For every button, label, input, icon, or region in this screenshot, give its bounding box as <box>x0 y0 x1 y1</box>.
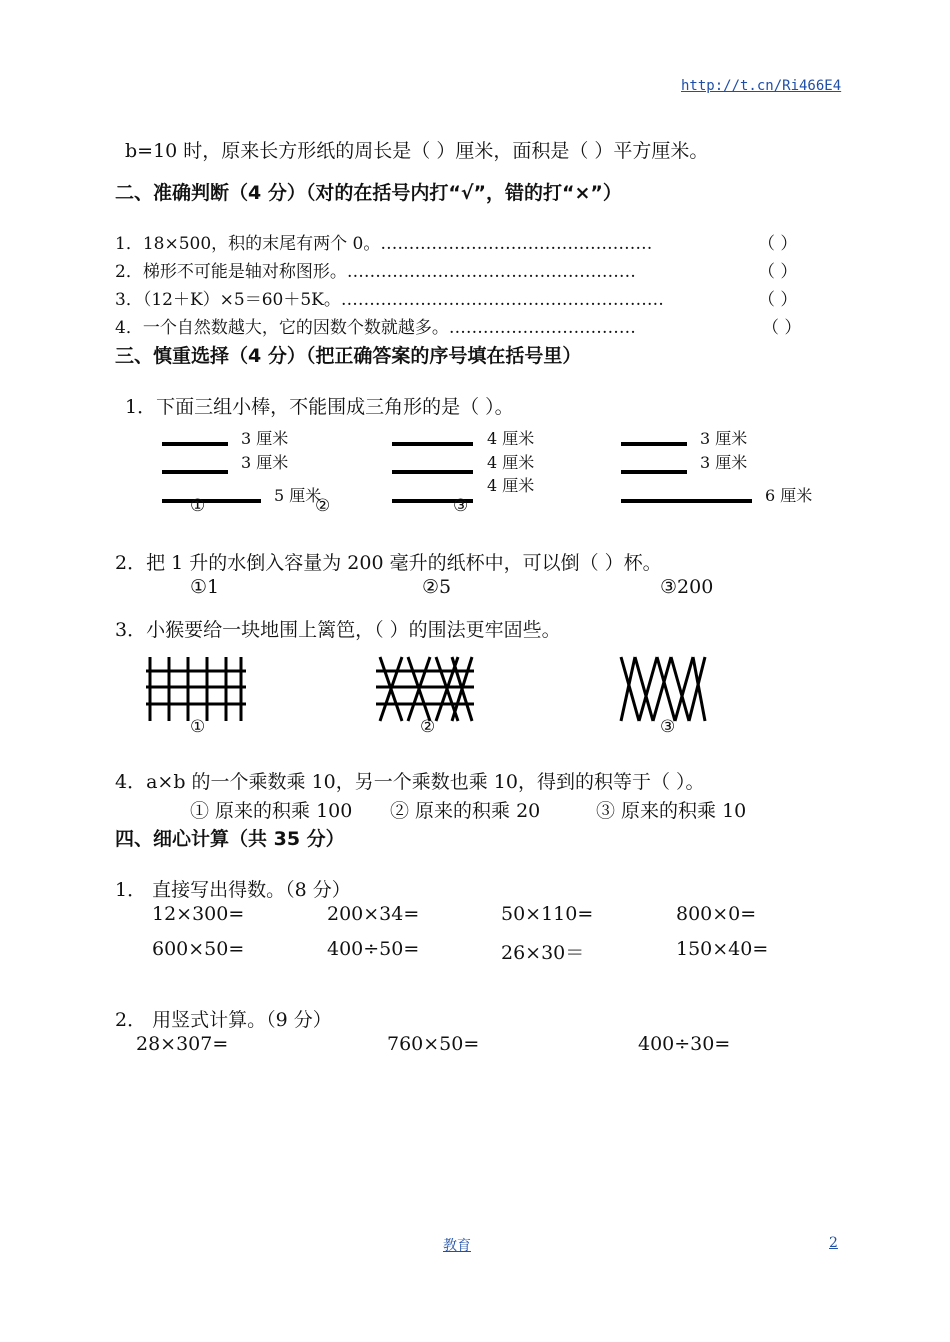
choice-q3-text: 3．小猴要给一块地围上篱笆，（ ）的围法更牢固些。 <box>115 619 561 641</box>
calc-row1-item3: 50×110= <box>501 903 594 925</box>
option-2-marker: ② <box>315 496 331 516</box>
stick-3c <box>621 499 752 503</box>
choice-q1-text: 1．下面三组小棒，不能围成三角形的是（ ）。 <box>125 396 514 418</box>
stick-3b <box>621 470 687 474</box>
calc-row2-item3: 26×30＝ <box>501 942 585 964</box>
stick-2b <box>392 470 473 474</box>
judge-item-3: 3．（12＋K）×5＝60＋5K。………………………………………………… <box>115 290 664 310</box>
calc-row1-item4: 800×0= <box>676 903 757 925</box>
stick-1a <box>162 442 228 446</box>
stick-2a <box>392 442 473 446</box>
q2-option-1: ①1 <box>190 576 220 598</box>
q2-option-3: ③200 <box>660 576 714 598</box>
stick-1b-label: 3 厘米 <box>241 453 289 472</box>
fence-option-1: ① <box>190 717 206 737</box>
judge-answer-4[interactable]: （ ） <box>762 318 802 338</box>
calc-row1-item1: 12×300= <box>152 903 245 925</box>
fence-zigzag-figure <box>617 655 709 725</box>
q2-option-2: ②5 <box>422 576 452 598</box>
fence-cross-horizontal-figure <box>372 655 478 725</box>
option-3-marker: ③ <box>453 496 469 516</box>
calc-q2-text: 2． 用竖式计算。（9 分） <box>115 1009 332 1031</box>
stick-1c-label: 5 厘米 <box>274 486 322 505</box>
choice-q2-text: 2．把 1 升的水倒入容量为 200 毫升的纸杯中，可以倒（ ）杯。 <box>115 552 662 574</box>
stick-2b-label: 4 厘米 <box>487 453 535 472</box>
calc-row2-item1: 600×50= <box>152 938 245 960</box>
section3-title: 三、慎重选择（4 分）（把正确答案的序号填在括号里） <box>115 345 582 367</box>
judge-item-4: 4．一个自然数越大，它的因数个数就越多。…………………………… <box>115 318 636 338</box>
judge-answer-2[interactable]: （ ） <box>758 262 798 282</box>
stick-1a-label: 3 厘米 <box>241 429 289 448</box>
vertical-calc-1: 28×307= <box>136 1033 229 1055</box>
stick-3c-label: 6 厘米 <box>765 486 813 505</box>
calc-row2-item4: 150×40= <box>676 938 769 960</box>
header-url-link[interactable]: http://t.cn/Ri466E4 <box>681 78 842 94</box>
judge-answer-3[interactable]: （ ） <box>758 290 798 310</box>
footer-page-number: 2 <box>829 1235 838 1251</box>
stick-3a <box>621 442 687 446</box>
section4-title: 四、细心计算（共 35 分） <box>115 828 345 850</box>
stick-3a-label: 3 厘米 <box>700 429 748 448</box>
option-1-marker: ① <box>190 496 206 516</box>
fence-option-3: ③ <box>660 717 676 737</box>
calc-row2-item2: 400÷50= <box>327 938 420 960</box>
q4-option-3: ③ 原来的积乘 10 <box>596 800 747 822</box>
vertical-calc-3: 400÷30= <box>638 1033 731 1055</box>
vertical-calc-2: 760×50= <box>387 1033 480 1055</box>
section2-title: 二、准确判断（4 分）（对的在括号内打“√”，错的打“×”） <box>115 182 622 204</box>
question-b-line: b=10 时，原来长方形纸的周长是（ ）厘米，面积是（ ）平方厘米。 <box>125 140 709 162</box>
stick-1b <box>162 470 228 474</box>
calc-q1-text: 1． 直接写出得数。（8 分） <box>115 879 351 901</box>
stick-2a-label: 4 厘米 <box>487 429 535 448</box>
calc-row1-item2: 200×34= <box>327 903 420 925</box>
judge-item-2: 2．梯形不可能是轴对称图形。…………………………………………… <box>115 262 636 282</box>
judge-item-1: 1．18×500，积的末尾有两个 0。………………………………………… <box>115 234 653 254</box>
fence-option-2: ② <box>420 717 436 737</box>
footer-center-link[interactable]: 教育 <box>443 1238 471 1254</box>
q4-option-2: ② 原来的积乘 20 <box>390 800 541 822</box>
choice-q4-text: 4．a×b 的一个乘数乘 10，另一个乘数也乘 10，得到的积等于（ ）。 <box>115 771 705 793</box>
q4-option-1: ① 原来的积乘 100 <box>190 800 353 822</box>
stick-1c <box>162 499 261 503</box>
stick-2c-label: 4 厘米 <box>487 476 535 495</box>
stick-3b-label: 3 厘米 <box>700 453 748 472</box>
judge-answer-1[interactable]: （ ） <box>758 234 798 254</box>
fence-grid-figure <box>140 655 250 725</box>
